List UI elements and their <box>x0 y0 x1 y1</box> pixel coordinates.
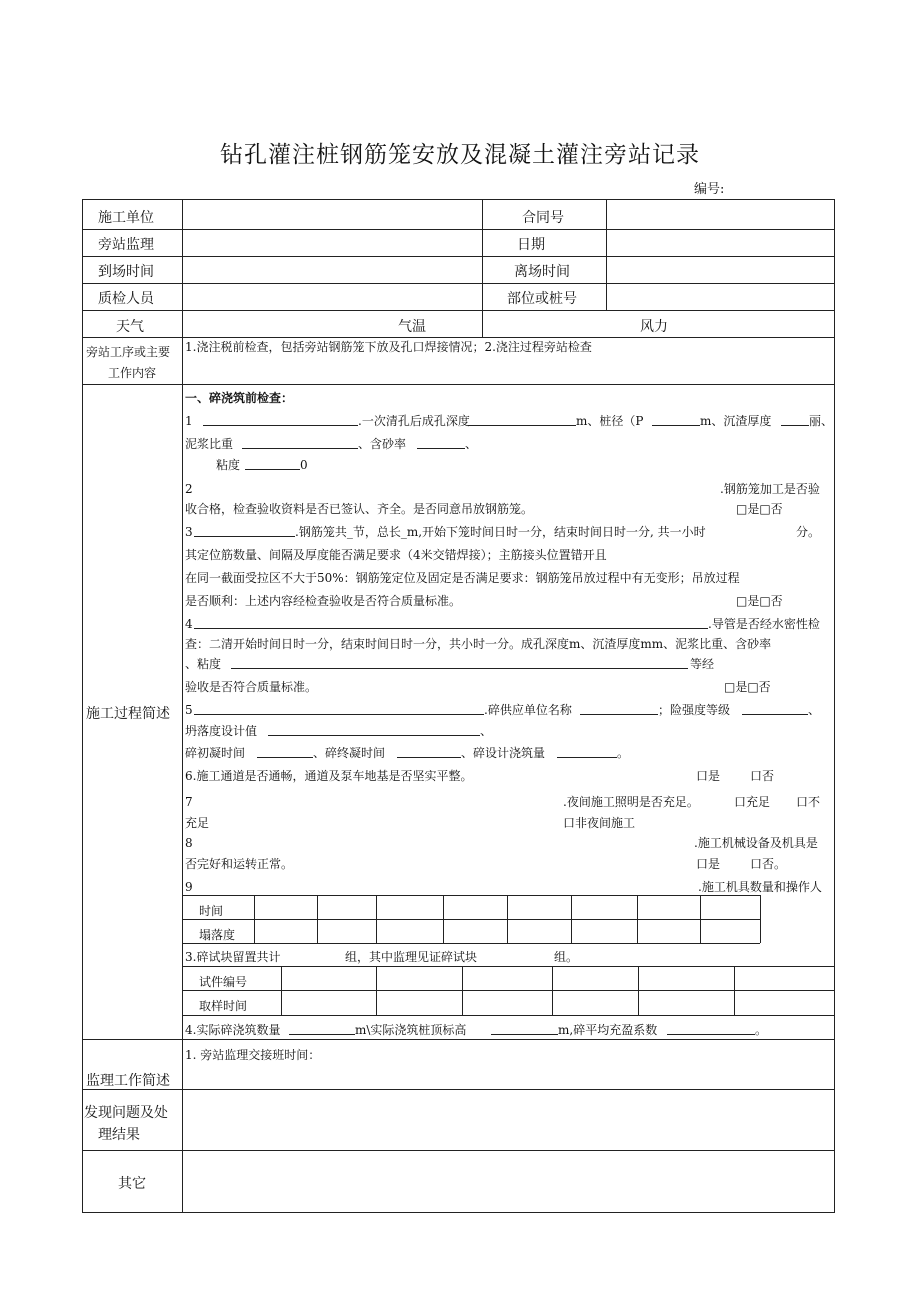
blank-line <box>468 414 576 426</box>
item6-no[interactable]: 口否 <box>750 769 775 783</box>
witness-specimen-text: 组，其中监理见证碎试块 <box>345 950 478 964</box>
serial-number-label: 编号: <box>694 182 725 197</box>
blank-line <box>781 414 809 426</box>
item8-no[interactable]: 口否。 <box>750 857 787 871</box>
actual-volume-text: 4.实际碎浇筑数量 <box>185 1023 281 1037</box>
item9-number: 9 <box>185 880 193 894</box>
slump-design-end: 、 <box>480 724 493 738</box>
blank-line <box>417 437 465 449</box>
initial-set-text: 碎初凝时间 <box>185 746 246 760</box>
viscosity-end: 0 <box>300 458 308 472</box>
item4-viscosity: 、粘度 <box>185 657 222 671</box>
slump-design-text: 坍落度设计值 <box>185 724 258 738</box>
item1-number: 1 <box>185 414 193 428</box>
item4-line4: 验收是否符合质量标准。 <box>185 680 318 694</box>
item8-text: .施工机械设备及机具是 <box>694 836 818 850</box>
item7-insufficient-cont: 充足 <box>185 816 210 830</box>
process-label: 施工过程简述 <box>86 706 170 722</box>
slump-label: 塌落度 <box>199 928 236 942</box>
item4-checkbox[interactable]: □是□否 <box>724 680 771 694</box>
blank-line <box>242 437 358 449</box>
item3-line3: 在同一截面受拉区不大于50%：钢筋笼定位及固定是否满足要求：钢筋笼吊放过程中有无变形；吊放过程 <box>185 571 740 585</box>
item7-text: .夜间施工照明是否充足。 <box>563 795 699 809</box>
fill-factor-end: 。 <box>755 1023 768 1037</box>
item3-text: .钢筋笼共_节，总长_m,开始下笼时间日时一分，结束时间日时一分, 共一小时 <box>295 525 706 539</box>
item3-number: 3 <box>185 525 193 539</box>
inspector-label: 质检人员 <box>98 291 154 307</box>
supervision-label: 监理工作简述 <box>86 1073 170 1089</box>
specimen-count-end: 组。 <box>554 950 579 964</box>
supervisor-label: 旁站监理 <box>98 237 154 253</box>
temperature-label: 气温 <box>398 319 426 335</box>
item7-no-night[interactable]: 口非夜间施工 <box>563 816 636 830</box>
blank-line <box>491 1023 558 1035</box>
blank-line <box>194 525 295 537</box>
sand-content-end: 、 <box>465 437 478 451</box>
item4-etc: 等经 <box>690 657 715 671</box>
item1-diameter: m、桩径（P <box>576 414 644 428</box>
blank-line <box>245 458 300 470</box>
other-label: 其它 <box>118 1176 146 1192</box>
item2-detail: 收合格，检查验收资料是否已签认、齐全。是否同意吊放钢筋笼。 <box>185 502 534 516</box>
work-content-label-line1: 旁站工序或主要 <box>86 345 171 359</box>
blank-line <box>397 746 461 758</box>
item6-yes[interactable]: 口是 <box>696 769 721 783</box>
sampling-time-label: 取样时间 <box>199 999 248 1013</box>
item2-number: 2 <box>185 482 193 496</box>
item5-supplier: .碎供应单位名称 <box>484 703 572 717</box>
item7-sufficient[interactable]: 口充足 <box>734 795 771 809</box>
work-content-label-line2: 工作内容 <box>108 366 157 380</box>
supervision-text: 1. 旁站监理交接班时间： <box>185 1048 321 1062</box>
blank-line <box>203 414 358 426</box>
final-set-text: 、碎终凝时间 <box>313 746 386 760</box>
sand-content-text: 、含砂率 <box>358 437 407 451</box>
slump-time-label: 时间 <box>199 904 224 918</box>
item2-checkbox[interactable]: □是□否 <box>736 502 783 516</box>
item3-line4: 是否顺利：上述内容经检查验收是否符合质量标准。 <box>185 594 462 608</box>
item5-number: 5 <box>185 703 193 717</box>
contract-no-label: 合同号 <box>522 210 564 226</box>
blank-line <box>268 724 480 736</box>
construction-unit-label: 施工单位 <box>98 210 154 226</box>
issues-label-line2: 理结果 <box>98 1127 140 1143</box>
design-volume-text: 、碎设计浇筑量 <box>461 746 546 760</box>
wind-label: 风力 <box>640 319 668 335</box>
item7-number: 7 <box>185 795 193 809</box>
issues-label-line1: 发现问题及处 <box>84 1105 168 1121</box>
work-content-text: 1.浇注税前检查，包括旁站钢筋笼下放及孔口焊接情况；2.浇注过程旁站检查 <box>185 340 592 354</box>
fill-factor-text: m,碎平均充盈系数 <box>558 1023 658 1037</box>
specimen-count-text: 3.碎试块留置共计 <box>185 950 281 964</box>
section-title: 一、碎浇筑前检查： <box>185 391 294 405</box>
item3-line2: 其定位筋数量、间隔及厚度能否满足要求（4米交错焊接）；主筋接头位置错开且 <box>185 548 607 562</box>
item5-grade: ；险强度等级 <box>658 703 731 717</box>
blank-line <box>557 746 617 758</box>
blank-line <box>652 414 700 426</box>
pile-top-text: m\实际浇筑桩顶标高 <box>355 1023 467 1037</box>
item4-line2: 查：二清开始时间日时一分，结束时间日时一分，共小时一分。成孔深度m、沉渣厚度mm、泥浆比重、含砂率 <box>185 637 772 651</box>
viscosity-text: 粘度 <box>216 458 241 472</box>
item4-number: 4 <box>185 617 193 631</box>
item3-end: 分。 <box>796 525 821 539</box>
item9-text: .施工机具数量和操作人 <box>698 880 822 894</box>
item1-sediment: m、沉渣厚度 <box>700 414 772 428</box>
blank-line <box>257 746 313 758</box>
blank-line <box>194 703 484 715</box>
blank-line <box>742 703 808 715</box>
leave-time-label: 离场时间 <box>514 264 570 280</box>
item8-yes[interactable]: 口是 <box>696 857 721 871</box>
blank-line <box>231 657 688 669</box>
blank-line <box>194 617 708 629</box>
arrival-time-label: 到场时间 <box>98 264 154 280</box>
blank-line <box>580 703 658 715</box>
item7-insufficient[interactable]: 口不 <box>796 795 821 809</box>
blank-line <box>289 1023 355 1035</box>
item3-checkbox[interactable]: □是□否 <box>736 594 783 608</box>
blank-line <box>667 1023 755 1035</box>
location-label: 部位或桩号 <box>507 291 577 307</box>
item1-end: 丽、 <box>809 414 834 428</box>
item8-detail: 否完好和运转正常。 <box>185 857 294 871</box>
weather-label: 天气 <box>116 319 144 335</box>
item1-text: .一次清孔后成孔深度 <box>358 414 470 428</box>
date-label: 日期 <box>517 237 545 253</box>
item2-text: .钢筋笼加工是否验 <box>720 482 820 496</box>
mud-density-text: 泥浆比重 <box>185 437 234 451</box>
item5-end: 、 <box>808 703 821 717</box>
design-volume-end: 。 <box>617 746 630 760</box>
page-title: 钻孔灌注桩钢筋笼安放及混凝土灌注旁站记录 <box>220 142 700 168</box>
item4-text: .导管是否经水密性检 <box>708 617 820 631</box>
specimen-no-label: 试件编号 <box>199 975 248 989</box>
item6-text: 6.施工通道是否通畅，通道及泵车地基是否坚实平整。 <box>185 769 473 783</box>
item8-number: 8 <box>185 836 193 850</box>
